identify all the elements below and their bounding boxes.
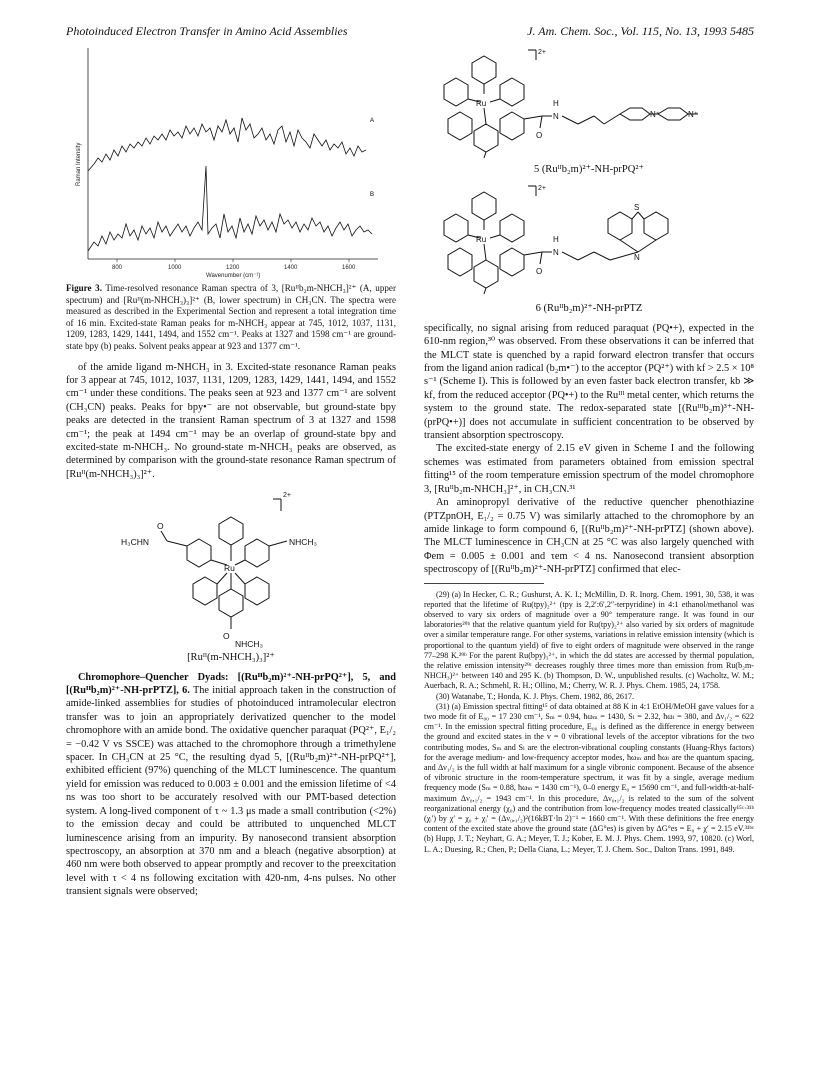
paragraph: of the amide ligand m-NHCH₃ in 3. Excited-state resonance Raman peaks for 3 appear at 745, 1012, 1037, 1131, 1209, 1283, 1429, 1441, 1494, and 1552 cm⁻¹ under these conditions. The peaks seen at 923 and 1377 cm⁻¹ are solvent (CH₃CN) peaks. Peaks for bpy•⁻ are not observable, but ground-state bpy peaks are detected in the transient Raman spectrum of 3 at 1327 and 1598 cm⁻¹; the peak at 1494 cm⁻¹ may be an overlap of ground-state bpy and excited-state m-NHCH₃. No ground-state m-NHCH₃ peaks are observed, as determined by comparison with the ground-state resonance Raman spectrum of [Ruᴵᴵ(m-NHCH₃)₃]²⁺. (66, 361, 396, 480)
amide-o-label: O (536, 131, 543, 140)
plot-xlabel: Wavenumber (cm⁻¹) (206, 273, 261, 279)
nitrogen-label: N (634, 253, 640, 263)
amide-o-label: O (536, 267, 543, 277)
figure-caption (66, 283, 396, 353)
ru-label: Ru (224, 563, 235, 574)
spectrum-b-label: B (370, 192, 375, 198)
tick-label: 1200 (226, 265, 240, 271)
pyridinium-label: N⁺ (650, 110, 660, 119)
caption-title: Figure 3. (66, 283, 102, 293)
substituent-label: NHCH₃ (289, 537, 318, 548)
right-column (424, 46, 754, 855)
spectrum-a (88, 118, 366, 171)
footnote-rule (424, 583, 544, 584)
plot-ylabel: Raman Intensity (76, 142, 82, 186)
tick-label: 800 (112, 265, 123, 271)
section-heading: Chromophore–Quencher Dyads: [(Ruᴵᴵb₂m)²⁺-NH-prPQ²⁺], 5, and [(Ruᴵᴵb₂m)²⁺-NH-prPTZ], 6. (66, 671, 396, 697)
structure-label: 6 (Ruᴵᴵb₂m)²⁺-NH-prPTZ (535, 303, 643, 315)
references (424, 590, 754, 855)
reference: (30) Watanabe, T.; Honda, K. J. Phys. Chem. 1982, 86, 2617. (436, 691, 635, 701)
structure-label: [Ruᴵᴵ(m-NHCH₃)₃]²⁺ (187, 652, 275, 664)
structure-label: 5 (Ruᴵᴵb₂m)²⁺-NH-prPQ²⁺ (533, 164, 645, 175)
caption-text: Time-resolved resonance Raman spectra of 3, [Ruᴵᴵb₂m-NHCH₃]²⁺ (A, upper spectrum) and [Ruᴵᴵ(m-NHCH₃)₃]²⁺ (B, lower spectrum) in CH₃CN. The spectra were measured as described in the Experimental Section and represent a total integration time of 16 min. Excited-state Raman peaks for m-NHCH₃ appear at 745, 1012, 1037, 1131, 1209, 1283, 1429, 1441, 1494, and 1552 cm⁻¹. Peaks at 1327 and 1598 cm⁻¹ are ground-state bpy (b) peaks. Solvent peaks appear at 923 and 1377 cm⁻¹. (66, 283, 396, 351)
reference: (29) (a) In Hecker, C. R.; Gushurst, A. K. I.; McMillin, D. R. Inorg. Chem. 1991, 30, 538, it was reported that the lifetime of Ru(tpy)₂²⁺ (tpy is 2,2′:6′,2″-terpyridine) in 4:1 ethanol/methanol was observed to vary six orders of magnitude over a 90° temperature range. It was found in our laboratories²⁹ᵇ that the relative quantum yield for Ru(tpy)₂²⁺ also varied by six orders of magnitude over a similar temperature range. For other systems, variations in relative emission intensity (which is proportional to the quantum yield) of five to eight orders of magnitude were observed in the range 77–298 K.²⁹ᵇ For the parent Ru(bpy)₃²⁺, in which the dd states are accessed by thermal population, the relative emission intensity²⁹ᶜ decreases roughly three times more than emission from Ru(b₂m-NHCH₃)²⁺ between 140 and 295 K. (b) Thompson, D. W., unpublished results. (c) Wacholtz, W. M.; Auerbach, R. A.; Schmehl, R. H.; Ollino, M.; Cherry, W. R. J. Phys. Chem. 1985, 24, 1758. (424, 589, 754, 691)
amide-n-label: N (553, 112, 559, 121)
figure-3 (66, 46, 396, 281)
paragraph (66, 671, 396, 899)
spectrum-a-label: A (370, 118, 375, 124)
paragraph: specifically, no signal arising from reduced paraquat (PQ•+), expected in the 610-nm region,³⁰ was observed. From these observations it can be inferred that the MLCT state is quenched by a rapid forward electron transfer that occurs from the ligand anion radical (b₂m•⁻) to the acceptor (PQ²⁺) with kf > 2.5 × 10⁸ s⁻¹ (Scheme I). This is followed by an even faster back electron transfer, kb ≫ kf, from the reduced acceptor (PQ•+) to the Ruᴵᴵᴵ metal center, which returns the system to the ground state. The redox-separated state [(Ruᴵᴵᴵb₂m)³⁺-NH-(prPQ•+)] does not accumulate in sufficient concentration to be observed by transient absorption spectroscopy. (424, 322, 754, 442)
charge-label: 2+ (283, 492, 291, 500)
structure-6 (424, 182, 754, 300)
paragraph-text: The initial approach taken in the construction of amide-linked assemblies for studies of photoinduced intramolecular electron transfer was to join an appropriately derivatized quencher to the model chromophore with an amide bond. The oxidative quencher paraquat (PQ²⁺, E₁/₂ = −0.42 V vs SSCE) was attached to the chromophore through a trimethylene spacer. In CH₃CN at 25 °C, the resulting dyad 5, [(Ruᴵᴵb₂m)²⁺-NH-prPQ²⁺], exhibited efficient (97%) quenching of the MLCT luminescence. The quantum yield for emission was reduced to 0.003 ± 0.001 and the emission lifetime of <4 ns was too short to be accurately resolved with our PMT-based detection system. A long-lived component of τ ~ 1.3 μs made a small contribution (<2%) to the emission decay and could be attributed to unquenched MLCT luminescence arising from an impurity. By nanosecond transient absorption spectroscopy, an absorption at 370 nm and a bleach (negative absorption) at 460 nm were both observed to appear promptly and recover to the preexcitation level with τ < 4 ns following excitation with 420-nm, 4-ns pulses. No other transient signals were observed; (66, 685, 396, 898)
carbonyl-label: O (223, 631, 230, 642)
charge-label: 2+ (538, 49, 546, 56)
structure-ru-m-nhch3 (81, 481, 381, 649)
sulfur-label: S (634, 203, 640, 213)
ru-label: Ru (476, 99, 487, 108)
reference: (31) (a) Emission spectral fitting¹⁵ of data obtained at 88 K in 4:1 EtOH/MeOH gave values for a two mode fit of E₀₀ = 17 230 cm⁻¹, Sₘ = 0.94, ħωₘ = 1430, Sₗ = 2.32, ħωₗ = 380, and Δν₁/₂ = 622 cm⁻¹. In the emission spectral fitting procedure, E₀₀ is defined as the difference in energy between the ground and excited states in the v = 0 vibrational levels of the acceptor vibrations for the two contributing modes, Sₘ and Sₗ are the electron-vibrational coupling constants (Huang-Rhys factors) for the average medium- and low-frequency acceptor modes, ħωₘ and ħωₗ are the quantum spacing, and Δν₁/₂ is the full width at half maximum for a single vibronic component. Because of the absence of vibronic structure in the room-temperature spectrum, it was fit by a single, average medium frequency mode (Sₘ = 0.88, ħωₘ = 1430 cm⁻¹), 0–0 energy E₀ = 15690 cm⁻¹, and full-width-at-half-maximum Δν₀,₁/₂ = 1943 cm⁻¹. In this procedure, Δν₀,₁/₂ is related to the sum of the solvent reorganizational energy (χ₀) and the contribution from low-frequency modes treated classically¹⁵ᶜ·³¹ᵇ (χᵢ′) by χ′ = χ₀ + χᵢ′ = (Δν₀,₁/₂)²(16kBT·ln 2)⁻¹ = 1660 cm⁻¹. With these definitions the free energy content of the excited state above the ground state (ΔG°es) is given by ΔG°es = E₀ + χ′ = 2.15 eV.³¹ᵇᶜ (b) Hupp, J. T.; Neyhart, G. A.; Meyer, T. J.; Kober, E. M. J. Phys. Chem. 1993, 97, 10820. (c) Worl, L. A.; Duesing, R.; Chen, P.; Della Ciana, L.; Meyer, T. J. Chem. Soc., Dalton Trans. 1991, 849. (424, 701, 754, 854)
left-column (66, 46, 396, 899)
amide-n-label: N (553, 248, 559, 258)
tick-label: 1600 (342, 265, 356, 271)
journal-citation: J. Am. Chem. Soc., Vol. 115, No. 13, 1993 5485 (527, 24, 754, 38)
ru-label: Ru (476, 235, 487, 245)
tick-label: 1000 (168, 265, 182, 271)
structure-5 (424, 46, 754, 161)
raman-spectra-plot (66, 46, 396, 281)
tick-label: 1400 (284, 265, 298, 271)
amide-h-label: H (553, 235, 559, 245)
spectrum-b (88, 166, 375, 251)
paragraph: An aminopropyl derivative of the reductive quencher phenothiazine (PTZpnOH, E₁/₂ = 0.75 V) was similarly attached to the chromophore by an amide linkage to form compound 6, [(Ruᴵᴵb₂m)²⁺-NH-prPTZ] (shown above). The MLCT luminescence in CH₃CN at 25 °C was also largely quenched with Φem = 0.005 ± 0.001 and τem < 4 ns. Nanosecond transient absorption spectroscopy of [(Ruᴵᴵb₂m)²⁺-NH-prPTZ] confirmed that elec- (424, 497, 754, 576)
substituent-label: NHCH₃ (235, 639, 264, 650)
pyridinium-label: N⁺ (688, 110, 698, 119)
amide-h-label: H (553, 99, 559, 108)
running-title: Photoinduced Electron Transfer in Amino Acid Assemblies (66, 24, 348, 38)
carbonyl-label: O (157, 521, 164, 532)
charge-label: 2+ (538, 185, 546, 193)
paragraph: The excited-state energy of 2.15 eV given in Scheme I and the following schemes was estimated from parameters obtained from emission spectral fitting¹⁵ of the room temperature emission spectrum of the model chromophore 3, [Ruᴵᴵb₂m-NHCH₃]²⁺, in CH₃CN.³¹ (424, 443, 754, 495)
page-header (66, 24, 754, 42)
substituent-label: H₃CHN (121, 537, 150, 548)
